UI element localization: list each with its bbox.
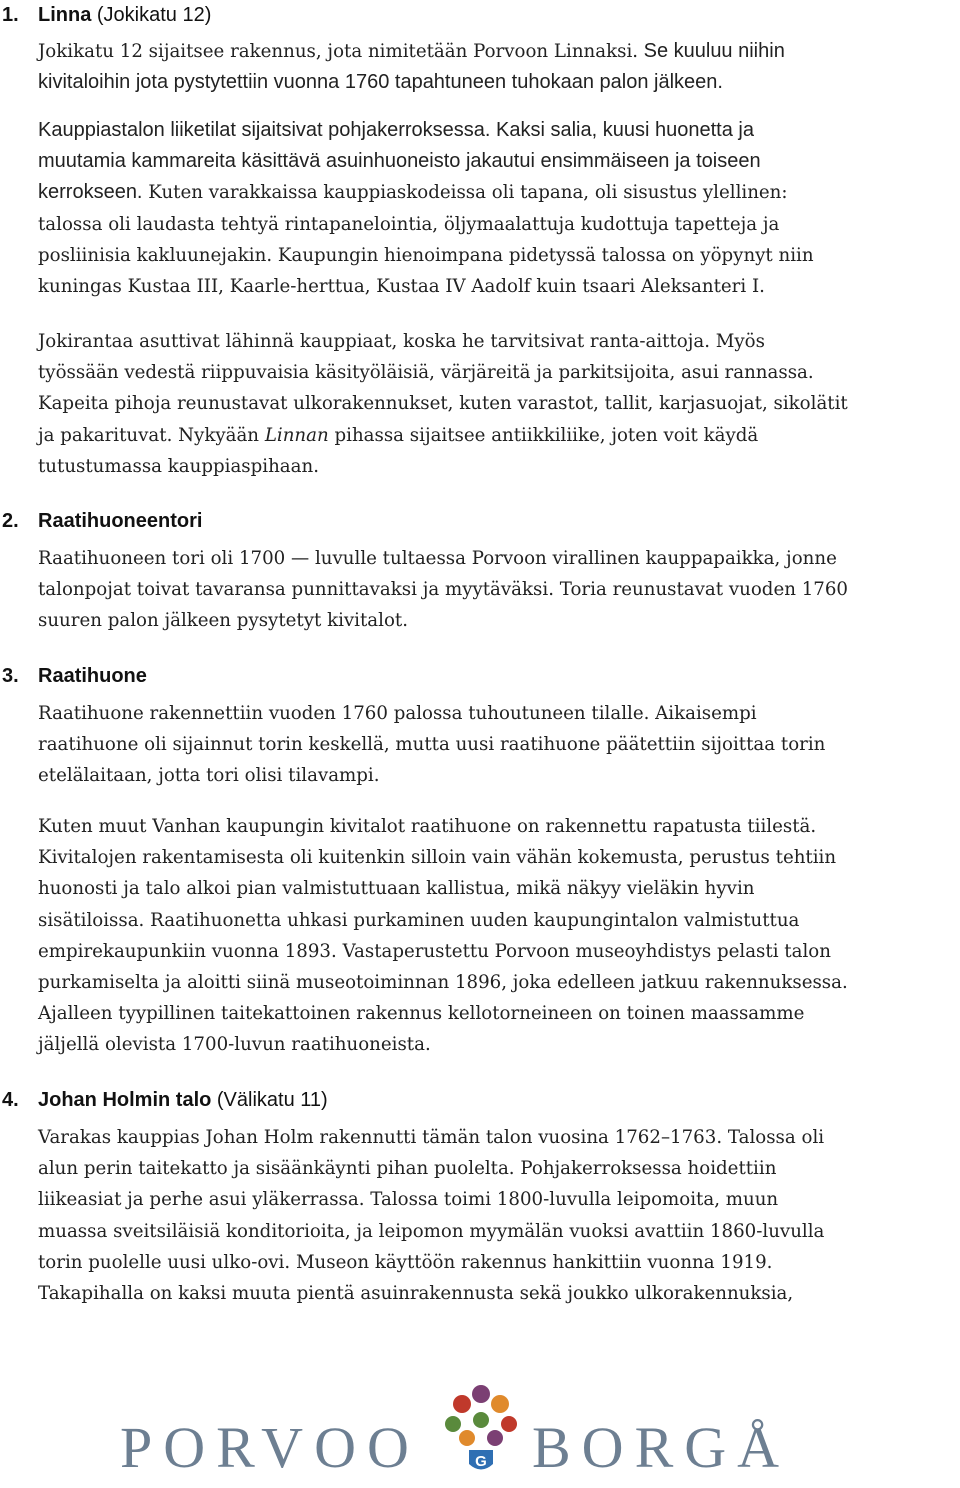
section-title: Johan Holmin talo <box>38 1089 212 1111</box>
text-line <box>38 146 960 177</box>
text-line <box>38 967 960 998</box>
text-segment: posliinisia kakluunejakin. <box>38 244 273 266</box>
text-segment: Jokikatu 12 sijaitsee rakennus, jota nimitetään Porvoon Linnaksi. <box>38 41 639 62</box>
text-segment: pihassa sijaitsee antiikkiliike, joten voit käydä <box>328 424 759 446</box>
text-segment: muassa sveitsiläisiä konditorioita, ja leipomon myymälän vuoksi avattiin 1860-luvulla <box>38 1220 825 1242</box>
section-heading-3 <box>2 663 147 689</box>
section-heading-1 <box>2 2 211 28</box>
porvoo-borga-logo <box>120 1380 840 1480</box>
text-segment: sisätiloissa. <box>38 909 145 931</box>
text-line <box>38 1184 960 1215</box>
text-segment: kivitaloihin jota pystytettiin vuonna 1760 tapahtuneen tuhokaan palon jälkeen. <box>38 71 723 94</box>
text-line <box>38 67 960 98</box>
text-segment: etelälaitaan, jotta tori olisi tilavampi. <box>38 765 380 787</box>
text-line <box>38 326 960 357</box>
text-segment: empirekaupunkiin vuonna 1893. <box>38 940 337 962</box>
text-segment: huonosti ja talo alkoi pian valmistuttuaan kallistua, mikä näkyy vieläkin hyvin <box>38 878 755 900</box>
city-crest-icon <box>442 1380 520 1476</box>
section-heading-4 <box>2 1087 328 1113</box>
section-address: (Jokikatu 12) <box>91 4 212 26</box>
paragraph-1-3 <box>38 326 960 482</box>
text-line <box>38 543 960 574</box>
text-line <box>38 36 960 67</box>
text-line <box>38 1153 960 1184</box>
text-segment: Kuten muut Vanhan kaupungin kivitalot raatihuone on rakennettu rapatusta tiilestä. <box>38 816 817 837</box>
text-line <box>38 420 960 451</box>
text-segment: Jokirantaa asuttivat lähinnä kauppiaat, koska he tarvitsivat ranta-aittoja. <box>38 331 710 352</box>
text-line <box>38 115 960 146</box>
text-segment: Kaupungin hienoimpana pidetyssä talossa on yöpynyt niin <box>272 244 814 266</box>
text-segment: Kaksi salia, kuusi huonetta ja <box>490 119 754 141</box>
text-segment: liikeasiat ja perhe asui yläkerrassa. <box>38 1189 365 1211</box>
text-line <box>38 1029 960 1060</box>
text-line <box>38 451 960 482</box>
paragraph-4-1 <box>38 1122 960 1309</box>
text-segment: talossa oli laudasta tehtyä rintapanelointia, öljymaalattuja kudottuja tapetteja ja <box>38 213 780 235</box>
section-title: Raatihuoneentori <box>38 510 203 532</box>
text-segment: Vastaperustettu Porvoon museoyhdistys pelasti talon <box>336 940 831 962</box>
text-segment: purkamiselta ja aloitti siinä museotoiminnan 1896, joka edelleen jatkuu rakennuksessa. <box>38 971 848 993</box>
text-segment: alun perin taitekatto ja sisäänkäynti pihan puolelta. <box>38 1158 515 1180</box>
text-segment: työssään vedestä riippuvaisia käsityöläisiä, värjäreitä ja parkitsijoita, asui rannassa. <box>38 362 814 384</box>
crest-letter: G <box>475 1453 487 1470</box>
emphasized-text: Linnan <box>264 424 329 446</box>
text-segment: Talossa oli <box>722 1127 825 1148</box>
section-heading-2 <box>2 508 202 534</box>
text-segment: kerrokseen. <box>38 181 143 204</box>
text-segment: Se kuuluu niihin <box>638 40 785 62</box>
text-line <box>38 271 960 302</box>
text-segment: ja pakarituvat. <box>38 424 173 446</box>
paragraph-3-1 <box>38 698 960 792</box>
section-number: 1. <box>2 4 19 26</box>
paragraph-1-2 <box>38 115 960 302</box>
text-segment: suuren palon jälkeen pysytetyt kivitalot. <box>38 610 409 632</box>
text-segment: Raatihuonetta uhkasi purkaminen uuden kaupungintalon valmistuttua <box>144 909 800 931</box>
text-segment: kuningas Kustaa III, Kaarle-herttua, Kustaa IV Aadolf kuin tsaari Aleksanteri I. <box>38 275 765 297</box>
text-line <box>38 1216 960 1247</box>
text-line <box>38 240 960 271</box>
text-line <box>38 729 960 760</box>
text-segment: Varakas kauppias Johan Holm rakennutti tämän talon vuosina 1762–1763. <box>38 1127 723 1148</box>
text-segment: Kuten varakkaissa kauppiaskodeissa oli tapana, oli sisustus ylellinen: <box>142 182 788 204</box>
paragraph-1-1 <box>38 36 960 98</box>
text-segment: Myös <box>709 331 765 352</box>
text-segment: Nykyään <box>172 424 265 446</box>
text-segment: Ajalleen tyypillinen taitekattoinen rakennus kellotorneineen on toinen maassamme <box>38 1003 805 1025</box>
text-line <box>38 357 960 388</box>
text-segment: Kivitalojen rakentamisesta oli kuitenkin silloin vain vähän kokemusta, perustus tehtiin <box>38 847 837 869</box>
text-line <box>38 1247 960 1278</box>
text-segment: Toria reunustavat vuoden 1760 <box>553 579 848 601</box>
text-line <box>38 905 960 936</box>
text-segment: muutamia kammareita käsittävä asuinhuoneisto jakautui ensimmäiseen ja toiseen <box>38 150 761 173</box>
text-segment: Kapeita pihoja reunustavat ulkorakennukset, kuten varastot, tallit, karjasuojat, sikolätit <box>38 393 848 415</box>
section-title: Linna <box>38 4 92 26</box>
text-line <box>38 698 960 729</box>
text-segment: Raatihuoneen tori oli 1700 — luvulle tultaessa Porvoon virallinen kauppapaikka, jonne <box>38 548 837 569</box>
text-segment: Museon käyttöön rakennus hankittiin vuonna 1919. <box>290 1251 773 1273</box>
text-line <box>38 1278 960 1309</box>
section-address: (Välikatu 11) <box>211 1089 328 1111</box>
text-segment: jäljellä olevista 1700-luvun raatihuoneista. <box>38 1034 431 1056</box>
text-segment: raatihuone oli sijainnut torin keskellä, mutta uusi raatihuone päätettiin sijoittaa torin <box>38 734 826 756</box>
text-line <box>38 1122 960 1153</box>
text-segment: Kauppiastalon liiketilat sijaitsivat pohjakerroksessa. <box>38 119 491 141</box>
text-segment: talonpojat toivat tavaransa punnittavaksi ja myytäväksi. <box>38 579 554 601</box>
text-segment: Raatihuone rakennettiin vuoden 1760 palossa tuhoutuneen tilalle. <box>38 703 650 724</box>
section-number: 2. <box>2 510 19 532</box>
text-line <box>38 574 960 605</box>
text-segment: tutustumassa kauppiaspihaan. <box>38 455 319 477</box>
text-line <box>38 936 960 967</box>
section-number: 4. <box>2 1089 19 1111</box>
text-line <box>38 177 960 208</box>
logo-word-porvoo: PORVOO <box>120 1415 420 1480</box>
text-segment: Talossa toimi 1800-luvulla leipomoita, muun <box>364 1189 779 1211</box>
text-segment: Takapihalla on kaksi muuta pientä asuinrakennusta sekä joukko ulkorakennuksia, <box>38 1282 794 1304</box>
text-line <box>38 388 960 419</box>
paragraph-3-2 <box>38 811 960 1061</box>
section-number: 3. <box>2 665 19 687</box>
text-line <box>38 873 960 904</box>
text-segment: torin puolelle uusi ulko-ovi. <box>38 1251 291 1273</box>
text-segment: Pohjakerroksessa hoidettiin <box>514 1158 777 1180</box>
logo-word-borga: BORGÅ <box>532 1415 791 1480</box>
text-line <box>38 605 960 636</box>
section-title: Raatihuone <box>38 665 147 687</box>
text-line <box>38 842 960 873</box>
text-segment: Aikaisempi <box>649 703 757 724</box>
text-line <box>38 998 960 1029</box>
text-line <box>38 811 960 842</box>
paragraph-2-1 <box>38 543 960 637</box>
text-line <box>38 209 960 240</box>
text-line <box>38 760 960 791</box>
